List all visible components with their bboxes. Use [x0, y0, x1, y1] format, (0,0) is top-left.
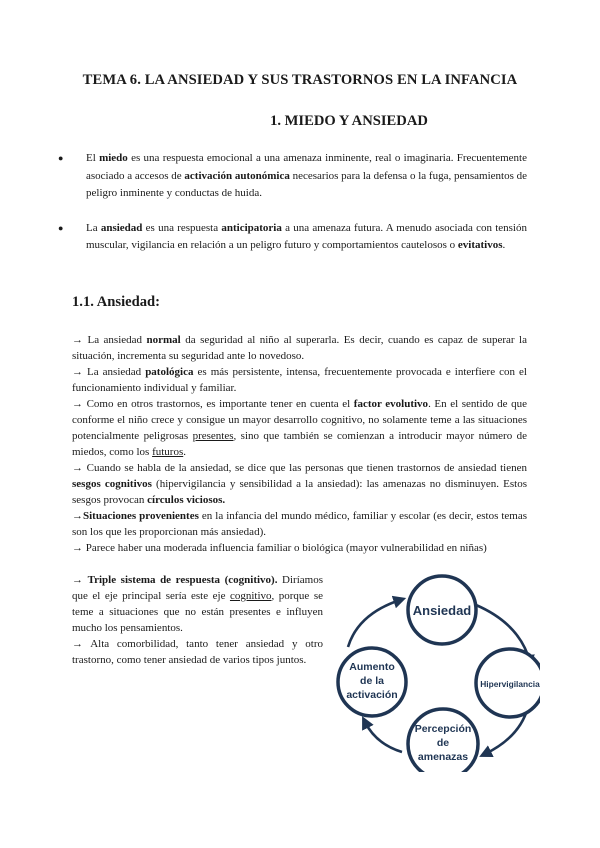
text: , porque se teme a situaciones que no están presentes e influyen mucho los pensamientos.: [72, 590, 323, 634]
text: → Como en otros trastornos, es importante tener en cuenta el: [72, 398, 354, 410]
paragraph-comorbilidad: [72, 636, 323, 668]
text: , sino que también se comienzan a introducir mayor número de miedos, como los: [72, 430, 527, 458]
subsection-heading: 1.1. Ansiedad:: [72, 294, 160, 310]
node-aumento-line1: Aumento: [349, 661, 395, 673]
underlined-term: futuros: [152, 446, 184, 458]
text: →: [72, 574, 88, 586]
paragraph-patologica: [72, 364, 527, 396]
text: → La ansiedad: [72, 334, 147, 346]
body-paragraphs: [72, 332, 527, 556]
bold-term: sesgos cognitivos: [72, 478, 152, 490]
bold-term: factor evolutivo: [353, 398, 429, 410]
left-column-text: [72, 572, 323, 668]
text: →: [72, 510, 83, 522]
text: → Parece haber una moderada influencia familiar o biológica (mayor vulnerabilidad en niñas): [72, 542, 487, 554]
paragraph-influencia: [72, 540, 527, 556]
text: (hipervigilancia y sensibilidad a la ansiedad): las amenazas no disminuyen. Estos sesgos provocan: [72, 478, 527, 506]
bold-term: anticipatoria: [221, 221, 282, 234]
paragraph-normal: [72, 332, 527, 364]
bullet-dot: ●: [58, 153, 64, 163]
section-heading: 1. MIEDO Y ANSIEDAD: [270, 113, 428, 129]
node-percepcion-line2: de: [436, 737, 450, 749]
arrow-left-top: [348, 600, 400, 647]
text: La: [86, 221, 101, 234]
bold-term: activación autonómica: [184, 169, 290, 182]
bullet-dot: ●: [58, 222, 64, 233]
bold-term: ansiedad: [100, 221, 143, 234]
document-title: TEMA 6. LA ANSIEDAD Y SUS TRASTORNOS EN LA INFANCIA: [82, 72, 518, 88]
text: a una amenaza futura. A menudo asociada con tensión muscular, vigilancia en relación a un peligro futuro y comportamientos cautelosos o: [86, 221, 527, 251]
text: → Alta comorbilidad, tanto tener ansiedad y otro trastorno, como tener ansiedad de varios tipos juntos.: [72, 638, 323, 666]
cycle-svg: [330, 572, 540, 772]
text: .: [502, 239, 506, 251]
bullet-list: [58, 150, 527, 255]
text: da seguridad al niño al superarla. Es decir, cuando es capaz de superar la situación, incrementa su seguridad ante lo novedoso.: [72, 334, 527, 362]
bold-term: círculos viciosos.: [147, 494, 226, 506]
node-aumento-line2: de la: [360, 675, 384, 687]
text: .: [183, 446, 186, 458]
underlined-term: cognitivo: [229, 590, 272, 602]
node-ansiedad-label: Ansiedad: [412, 603, 472, 618]
paragraph-triple-sistema: [72, 572, 323, 636]
bold-term: miedo: [99, 152, 128, 164]
text: Diríamos que el eje principal sería este eje: [72, 574, 323, 602]
node-percepcion-line3: amenazas: [417, 751, 469, 763]
bold-term: Situaciones provenientes: [83, 510, 199, 522]
arrow-bottom-left: [365, 722, 402, 752]
text: es una respuesta emocional a una amenaza inminente, real o imaginaria. Frecuentemente asociado a accesos de: [86, 152, 527, 182]
underlined-term: presentes: [192, 430, 234, 442]
bold-term: patológica: [145, 366, 194, 378]
paragraph-factor-evolutivo: [72, 396, 527, 460]
paragraph-situaciones: [72, 508, 527, 540]
paragraph-sesgos: [72, 460, 527, 508]
node-aumento-line3: activación: [346, 689, 398, 701]
text: es una respuesta: [142, 221, 222, 234]
bullet-miedo: [58, 150, 527, 203]
text: en la infancia del mundo médico, familiar y escolar (es decir, estos temas son los que les proporcionan más ansiedad).: [72, 510, 528, 538]
vicious-circle-diagram: [330, 572, 540, 772]
text: es más persistente, intensa, frecuentemente provocada e interfiere con el funcionamiento individual y familiar.: [72, 366, 527, 394]
text: . En el sentido de que conforme el niño crece y consigue un mayor desarrollo cognitivo, no solamente teme a las situaciones potencialmente peligrosas: [72, 398, 527, 442]
text: necesarios para la defensa o la fuga, pensamientos de peligro inminente y conductas de huida.: [86, 169, 527, 199]
text: El: [86, 152, 100, 164]
text: → Cuando se habla de la ansiedad, se dice que las personas que tienen trastornos de ansiedad tienen: [72, 462, 527, 474]
bold-term: Triple sistema de respuesta (cognitivo).: [87, 574, 278, 586]
node-percepcion-line1: Percepción: [414, 723, 472, 735]
bold-term: normal: [146, 334, 181, 346]
node-hipervigilancia-label: Hipervigilancia: [480, 679, 540, 689]
bold-term: evitativos: [457, 239, 503, 251]
bullet-ansiedad: [58, 220, 527, 255]
text: → La ansiedad: [72, 366, 146, 378]
